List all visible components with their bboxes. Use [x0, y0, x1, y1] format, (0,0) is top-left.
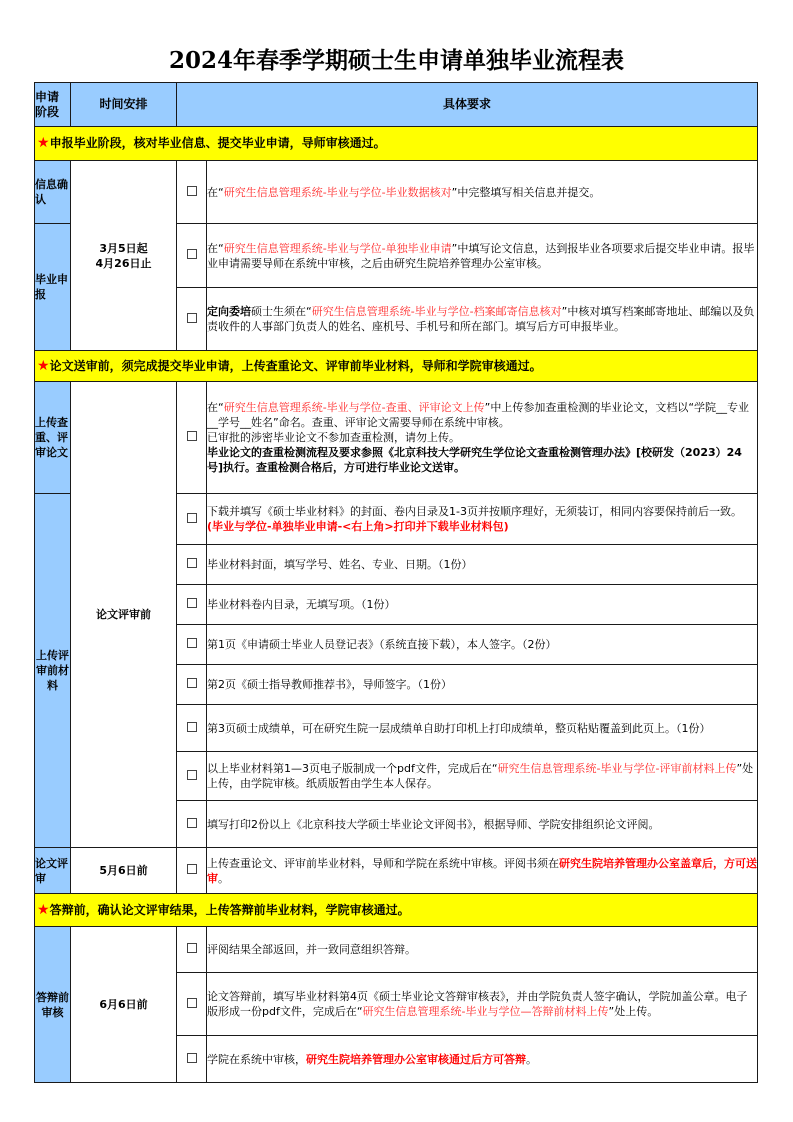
checkbox[interactable]	[177, 545, 207, 585]
star-icon: ★	[37, 901, 50, 918]
requirement-text: 填写打印2份以上《北京科技大学硕士毕业论文评阅书》，根据导师、学院安排组织论文评阅。	[207, 801, 758, 848]
requirement-text: 在“研究生信息管理系统-毕业与学位-毕业数据核对”中完整填写相关信息并提交。	[207, 161, 758, 224]
banner-row	[35, 127, 758, 161]
requirement-text: 在“研究生信息管理系统-毕业与学位-查重、评审论文上传”中上传参加查重检测的毕业论文，文档以“学院__专业__学号__姓名”命名。查重、评审论文需要导师在系统中审核。 已审批的涉密毕业论文不参加查重检测，请勿上传。 毕业论文的查重检测流程及要求参照《北京科技大学研究生学位论文查重检测管理办法》[校研发（2023）24号]执行。查重检测合格后，方可进行毕业论文送审。	[207, 382, 758, 494]
time-before-review: 论文评审前	[71, 382, 177, 848]
checkbox-icon[interactable]	[187, 249, 197, 259]
checkbox[interactable]	[177, 585, 207, 625]
requirement-text: 以上毕业材料第1—3页电子版制成一个pdf文件，完成后在“研究生信息管理系统-毕业与学位-评审前材料上传”处上传，由学院审核。纸质版暂由学生本人保存。	[207, 752, 758, 801]
checkbox-icon[interactable]	[187, 678, 197, 688]
checkbox-icon[interactable]	[187, 558, 197, 568]
checkbox-icon[interactable]	[187, 770, 197, 780]
checkbox[interactable]	[177, 973, 207, 1036]
requirement-text: 第1页《申请硕士毕业人员登记表》（系统直接下载），本人签字。（2份）	[207, 625, 758, 665]
time-review-deadline: 5月6日前	[71, 848, 177, 894]
star-icon: ★	[37, 135, 50, 151]
checkbox[interactable]	[177, 927, 207, 973]
table-header-row	[35, 83, 758, 127]
time-defense-deadline: 6月6日前	[71, 927, 177, 1083]
checkbox[interactable]	[177, 752, 207, 801]
checkbox-icon[interactable]	[187, 818, 197, 828]
table-row	[35, 382, 758, 494]
requirement-text: 第2页《硕士指导教师推荐书》，导师签字。（1份）	[207, 665, 758, 705]
banner-row	[35, 351, 758, 382]
banner-row	[35, 894, 758, 927]
time-end: 4月26日止	[95, 256, 152, 270]
requirement-text: 上传查重论文、评审前毕业材料，导师和学院在系统中审核。评阅书须在研究生院培养管理办公室盖章后，方可送审。	[207, 848, 758, 894]
checkbox[interactable]	[177, 224, 207, 288]
time-apply-period	[71, 161, 177, 351]
stage-defense: 答辩前审核	[35, 927, 71, 1083]
checkbox-icon[interactable]	[187, 998, 197, 1008]
stage-apply: 毕业申报	[35, 224, 71, 351]
checkbox-icon[interactable]	[187, 864, 197, 874]
requirement-text: 毕业材料封面，填写学号、姓名、专业、日期。（1份）	[207, 545, 758, 585]
table-row	[35, 848, 758, 894]
requirement-text: 下载并填写《硕士毕业材料》的封面、卷内目录及1-3页并按顺序理好，无须装订，相同内容要保持前后一致。(毕业与学位-单独毕业申请-<右上角>打印并下载毕业材料包)	[207, 494, 758, 545]
table-row	[35, 927, 758, 973]
checkbox-icon[interactable]	[187, 1053, 197, 1063]
time-start: 3月5日起	[99, 241, 148, 255]
checkbox[interactable]	[177, 705, 207, 752]
requirement-text: 定向委培硕士生须在“研究生信息管理系统-毕业与学位-档案邮寄信息核对”中核对填写档案邮寄地址、邮编以及负责收件的人事部门负责人的姓名、座机号、手机号和所在部门。填写后方可申报毕业。	[207, 288, 758, 351]
checkbox-icon[interactable]	[187, 638, 197, 648]
checkbox[interactable]	[177, 161, 207, 224]
checkbox[interactable]	[177, 625, 207, 665]
requirement-text: 第3页硕士成绩单，可在研究生院一层成绩单自助打印机上打印成绩单，整页粘贴覆盖到此页上。（1份）	[207, 705, 758, 752]
checkbox-icon[interactable]	[187, 722, 197, 732]
checkbox[interactable]	[177, 801, 207, 848]
header-time: 时间安排	[71, 83, 177, 127]
checkbox[interactable]	[177, 382, 207, 494]
requirement-text: 学院在系统中审核，研究生院培养管理办公室审核通过后方可答辩。	[207, 1036, 758, 1083]
checkbox-icon[interactable]	[187, 598, 197, 608]
checkbox[interactable]	[177, 665, 207, 705]
page-title: 2024年春季学期硕士生申请单独毕业流程表	[168, 47, 624, 74]
stage-materials: 上传评审前材料	[35, 494, 71, 848]
checkbox[interactable]	[177, 1036, 207, 1083]
checkbox-icon[interactable]	[187, 513, 197, 523]
header-stage: 申请阶段	[35, 83, 71, 127]
requirement-text: 论文答辩前，填写毕业材料第4页《硕士毕业论文答辩审核表》，并由学院负责人签字确认，学院加盖公章。电子版形成一份pdf文件，完成后在“研究生信息管理系统-毕业与学位—答辩前材料上传”处上传。	[207, 973, 758, 1036]
requirement-text: 毕业材料卷内目录，无填写项。（1份）	[207, 585, 758, 625]
checkbox-icon[interactable]	[187, 186, 197, 196]
requirement-text: 评阅结果全部返回，并一致同意组织答辩。	[207, 927, 758, 973]
stage-review: 论文评审	[35, 848, 71, 894]
checkbox[interactable]	[177, 494, 207, 545]
requirement-text: 在“研究生信息管理系统-毕业与学位-单独毕业申请”中填写论文信息，达到报毕业各项要求后提交毕业申请。报毕业申请需要导师在系统中审核，之后由研究生院培养管理办公室审核。	[207, 224, 758, 288]
banner-text: 论文送审前，须完成提交毕业申请，上传查重论文、评审前毕业材料，导师和学院审核通过。	[49, 358, 542, 373]
checkbox[interactable]	[177, 848, 207, 894]
checkbox[interactable]	[177, 288, 207, 351]
checkbox-icon[interactable]	[187, 943, 197, 953]
stage-plagiarism: 上传查重、评审论文	[35, 382, 71, 494]
star-icon: ★	[37, 357, 50, 374]
checkbox-icon[interactable]	[187, 431, 197, 441]
stage-info: 信息确认	[35, 161, 71, 224]
banner-text: 申报毕业阶段，核对毕业信息、提交毕业申请，导师审核通过。	[49, 136, 386, 150]
process-table	[34, 82, 758, 1083]
checkbox-icon[interactable]	[187, 313, 197, 323]
banner-text: 答辩前，确认论文评审结果，上传答辩前毕业材料，学院审核通过。	[49, 902, 410, 917]
header-requirements: 具体要求	[177, 83, 758, 127]
table-row	[35, 161, 758, 224]
